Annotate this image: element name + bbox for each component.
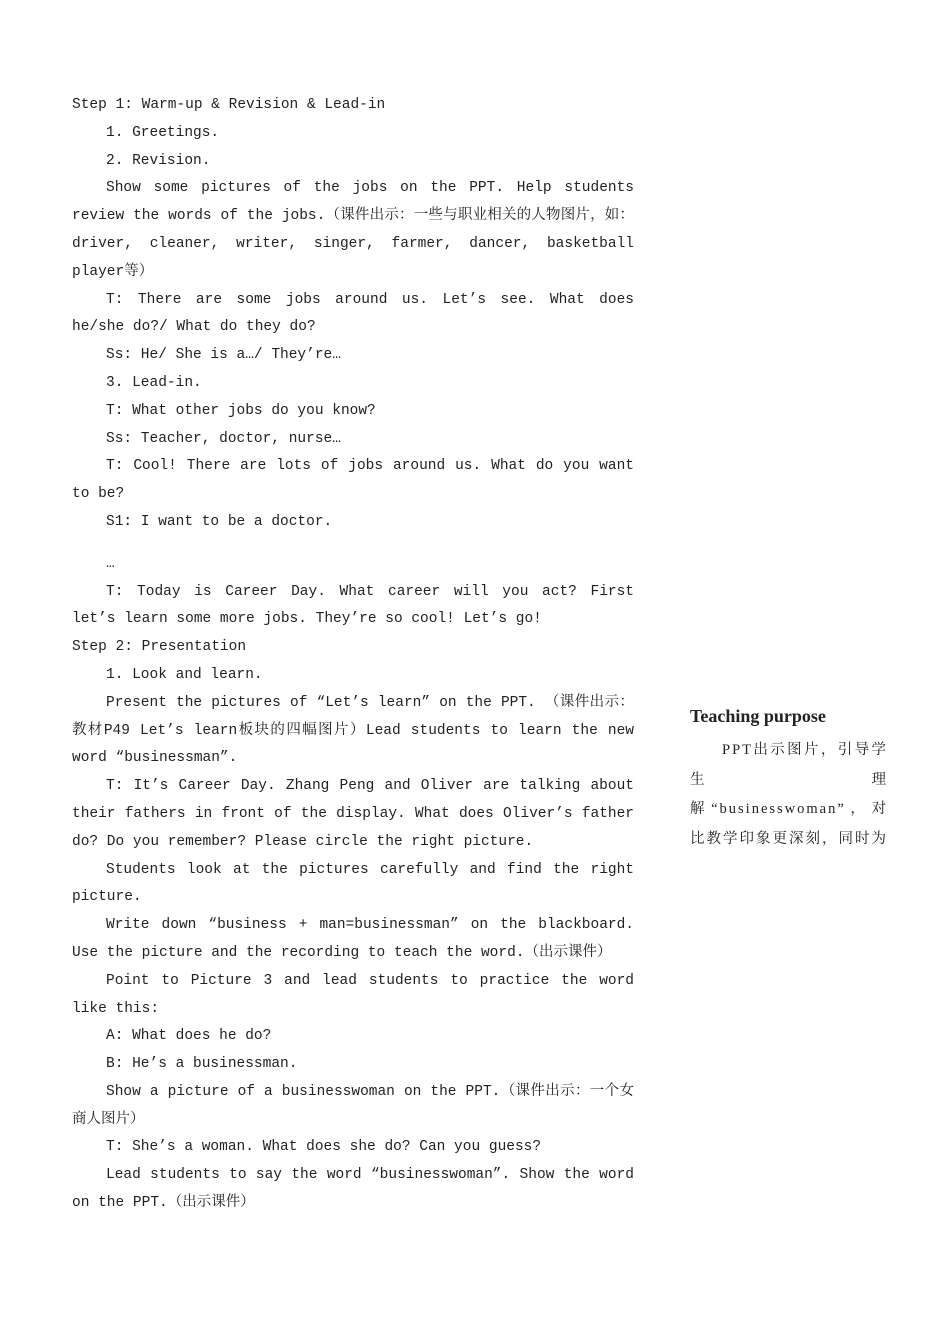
greetings-item: 1. Greetings. [106, 124, 220, 141]
dialogue-line: T: Today is Career Day. What career will you act? First let’s learn some more jobs. They’re so cool! Let’s go! [72, 583, 634, 628]
dialogue-line: B: He’s a businessman. [106, 1056, 298, 1073]
look-and-learn-item: 1. Look and learn. [106, 666, 263, 683]
dialogue-line: S1: I want to be a doctor. [106, 513, 333, 530]
sidebar-text: PPT出示图片，引导学生理解“businesswoman”，对比教学印象更深刻，同时为 [690, 742, 888, 847]
revision-item: 2. Revision. [106, 152, 211, 169]
sidebar-title: Teaching purpose [690, 706, 826, 726]
instruction-paragraph: Lead students to say the word “businesswoman”. Show the word on the PPT.（出示课件） [72, 1167, 634, 1212]
lesson-plan-body [72, 92, 634, 1218]
dialogue-line: A: What does he do? [106, 1028, 272, 1045]
lead-in-item: 3. Lead-in. [106, 374, 202, 391]
step1-heading: Step 1: Warm-up & Revision & Lead-in [72, 97, 386, 113]
dialogue-line: T: Cool! There are lots of jobs around us. What do you want to be? [72, 458, 634, 503]
dialogue-line: T: There are some jobs around us. Let’s see. What does he/she do?/ What do they do? [72, 291, 634, 336]
dialogue-line: T: She’s a woman. What does she do? Can you guess? [106, 1139, 542, 1156]
step2-heading: Step 2: Presentation [72, 639, 247, 656]
instruction-paragraph: Students look at the pictures carefully and find the right picture. [72, 861, 634, 906]
presentation-paragraph: Present the pictures of “Let’s learn” on the PPT. （课件出示：教材P49 Let’s learn板块的四幅图片）Lead students to learn the new word “businessman”. [72, 694, 634, 767]
dialogue-line: Ss: Teacher, doctor, nurse… [106, 430, 341, 447]
dialogue-line: T: It’s Career Day. Zhang Peng and Oliver are talking about their fathers in front of the display. What does Oliver’s father do? Do you remember? Please circle the right picture. [72, 778, 634, 850]
dialogue-line: T: What other jobs do you know? [106, 402, 376, 419]
instruction-paragraph: Show a picture of a businesswoman on the PPT.（课件出示：一个女商人图片） [72, 1083, 634, 1128]
revision-paragraph: Show some pictures of the jobs on the PPT. Help students review the words of the jobs.（课件出示：一些与职业相关的人物图片，如：driver, cleaner, writer, singer, farmer, dancer, basketball player等） [72, 180, 634, 280]
teaching-purpose-sidebar [690, 702, 888, 854]
instruction-paragraph: Write down “business + man=businessman” on the blackboard. Use the picture and the recording to teach the word.（出示课件） [72, 917, 634, 961]
ellipsis-line: … [106, 555, 115, 572]
instruction-paragraph: Point to Picture 3 and lead students to practice the word like this: [72, 972, 634, 1017]
dialogue-line: Ss: He/ She is a…/ They’re… [106, 347, 341, 364]
